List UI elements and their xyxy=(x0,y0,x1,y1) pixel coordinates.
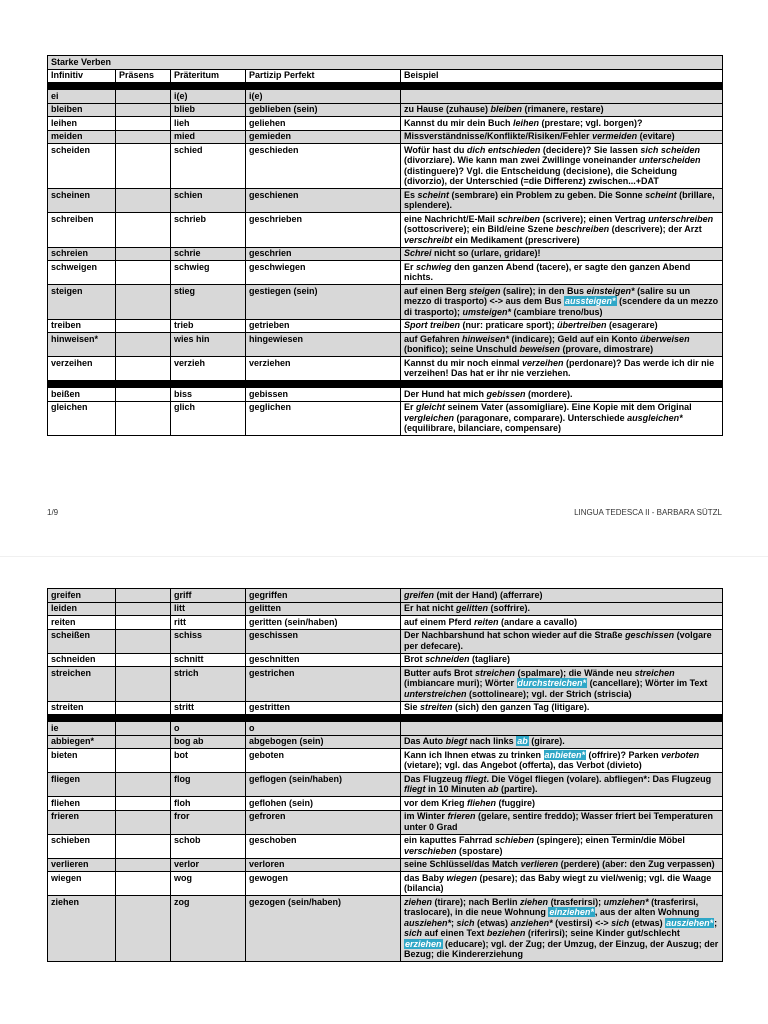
cell-infinitiv: streichen xyxy=(48,667,116,702)
emphasized-term: beziehen xyxy=(486,928,526,938)
emphasized-term: verzeihen xyxy=(522,357,564,368)
cell-praesens xyxy=(116,602,171,616)
cell-praeteritum: floh xyxy=(171,797,246,811)
emphasized-term: unterscheiden xyxy=(638,155,701,165)
cell-praesens xyxy=(116,629,171,653)
cell-infinitiv: gleichen xyxy=(48,401,116,436)
cell-partizip-perfekt: gemieden xyxy=(246,130,401,144)
emphasized-term: unterschreiben xyxy=(648,213,714,224)
cell-praeteritum: bog ab xyxy=(171,735,246,749)
emphasized-term: fliegt xyxy=(404,784,426,794)
ablaut-pattern-row xyxy=(48,90,723,104)
emphasized-term: einsteigen* xyxy=(586,285,635,296)
highlighted-term: anbieten* xyxy=(544,749,586,760)
cell-infinitiv: abbiegen* xyxy=(48,735,116,749)
emphasized-term: anziehen* xyxy=(510,917,553,928)
emphasized-term: umsteigen* xyxy=(462,306,512,317)
cell-partizip-perfekt: geschienen xyxy=(246,189,401,213)
cell-praesens xyxy=(116,589,171,603)
highlighted-term: aussteigen* xyxy=(565,296,616,306)
separator-cell xyxy=(48,715,723,722)
cell-beispiel: Butter aufs Brot streichen (spalmare); die Wände neu streichen (imbiancare muri); Wörter durchstreichen* (cancellare); Wörter im Text unterstreichen (sottolineare); vgl. der Strich (striscia) xyxy=(401,667,723,702)
cell-infinitiv: streiten xyxy=(48,701,116,715)
cell-praeteritum: verzieh xyxy=(171,357,246,381)
emphasized-term: streiten xyxy=(420,702,453,712)
emphasized-term: gebissen xyxy=(486,388,526,399)
cell-partizip-perfekt: geflogen (sein/haben) xyxy=(246,773,401,797)
cell-praeteritum: schrieb xyxy=(171,213,246,248)
cell-praeteritum: schwieg xyxy=(171,261,246,285)
strong-verbs-table-page-2 xyxy=(47,588,723,962)
cell-praesens xyxy=(116,90,171,104)
verb-row xyxy=(48,130,723,144)
strong-verbs-table-page-1 xyxy=(47,55,723,436)
verb-row xyxy=(48,749,723,773)
cell-infinitiv: beißen xyxy=(48,388,116,402)
cell-partizip-perfekt: geboten xyxy=(246,749,401,773)
cell-praesens xyxy=(116,797,171,811)
emphasized-term: fliehen xyxy=(467,797,497,808)
cell-praeteritum: schrie xyxy=(171,247,246,261)
verb-row xyxy=(48,858,723,872)
emphasized-term: dich entschieden xyxy=(466,144,541,155)
cell-beispiel: Schrei nicht so (urlare, gridare)! xyxy=(401,247,723,261)
cell-praesens xyxy=(116,285,171,320)
cell-praeteritum: schien xyxy=(171,189,246,213)
cell-infinitiv: fliehen xyxy=(48,797,116,811)
emphasized-term: schreiben xyxy=(497,213,541,224)
cell-praeteritum: lieh xyxy=(171,117,246,131)
cell-praeteritum: schiss xyxy=(171,629,246,653)
cell-praesens xyxy=(116,773,171,797)
cell-praesens xyxy=(116,189,171,213)
emphasized-term: ausziehen* xyxy=(404,917,452,928)
cell-infinitiv: bieten xyxy=(48,749,116,773)
cell-praeteritum: strich xyxy=(171,667,246,702)
cell-praeteritum: wog xyxy=(171,872,246,896)
cell-partizip-perfekt: gebissen xyxy=(246,388,401,402)
cell-partizip-perfekt: geschissen xyxy=(246,629,401,653)
cell-infinitiv: bleiben xyxy=(48,103,116,117)
cell-praeteritum: ritt xyxy=(171,616,246,630)
cell-infinitiv: wiegen xyxy=(48,872,116,896)
highlighted-term: einziehen* xyxy=(549,907,594,917)
cell-infinitiv: verlieren xyxy=(48,858,116,872)
cell-praesens xyxy=(116,130,171,144)
separator-cell xyxy=(48,381,723,388)
cell-beispiel: ein kaputtes Fahrrad schieben (spingere); einen Termin/die Möbel verschieben (spostare) xyxy=(401,834,723,858)
emphasized-term: überweisen xyxy=(640,333,690,344)
verb-row xyxy=(48,333,723,357)
cell-infinitiv: frieren xyxy=(48,810,116,834)
verb-row xyxy=(48,872,723,896)
cell-infinitiv: hinweisen* xyxy=(48,333,116,357)
cell-infinitiv: schieben xyxy=(48,834,116,858)
emphasized-term: bleiben xyxy=(490,104,523,114)
cell-praesens xyxy=(116,872,171,896)
verb-row xyxy=(48,701,723,715)
verb-row xyxy=(48,589,723,603)
cell-praesens xyxy=(116,616,171,630)
verb-row xyxy=(48,213,723,248)
verb-row xyxy=(48,144,723,189)
highlighted-term: ab xyxy=(517,736,528,746)
verb-row xyxy=(48,401,723,436)
cell-partizip-perfekt: geschnitten xyxy=(246,653,401,667)
emphasized-term: gelitten xyxy=(456,603,489,613)
cell-partizip-perfekt: gewogen xyxy=(246,872,401,896)
cell-praesens xyxy=(116,213,171,248)
emphasized-term: sich xyxy=(404,928,423,938)
verb-row xyxy=(48,285,723,320)
cell-praeteritum: trieb xyxy=(171,319,246,333)
cell-praesens xyxy=(116,357,171,381)
cell-beispiel: Das Flugzeug fliegt. Die Vögel fliegen (volare). abfliegen*: Das Flugzeug fliegt in 10 Minuten ab (partire). xyxy=(401,773,723,797)
verb-row xyxy=(48,388,723,402)
emphasized-term: streichen xyxy=(634,667,675,678)
table-title-row xyxy=(48,56,723,70)
course-title: LINGUA TEDESCA II - BARBARA SÜTZL xyxy=(574,508,722,517)
emphasized-term: hinweisen* xyxy=(462,333,510,344)
cell-beispiel: ziehen (tirare); nach Berlin ziehen (trasferirsi); umziehen* (trasferirsi, traslocare), in die neue Wohnung einziehen*, aus der alten Wohnung ausziehen*; sich (etwas) anziehen* (vestirsi) <-> sich (etwas) ausziehen*; sich auf einen Text beziehen (riferirsi); seine Kinder gut/schlecht erziehen (educare); vgl. der Zug; der Umzug, der Einzug, der Auszug; der Bezug; die Kindererziehung xyxy=(401,896,723,962)
verb-row xyxy=(48,616,723,630)
verb-row xyxy=(48,319,723,333)
emphasized-term: ab xyxy=(488,784,499,794)
emphasized-term: steigen xyxy=(469,285,501,296)
cell-beispiel: Der Hund hat mich gebissen (mordere). xyxy=(401,388,723,402)
column-header-praesens: Präsens xyxy=(116,69,171,83)
cell-praeteritum: flog xyxy=(171,773,246,797)
emphasized-term: verschieben xyxy=(404,845,457,856)
cell-praesens xyxy=(116,667,171,702)
verb-row xyxy=(48,261,723,285)
cell-partizip-perfekt: gestiegen (sein) xyxy=(246,285,401,320)
cell-beispiel: Kannst du mir noch einmal verzeihen (perdonare)? Das werde ich dir nie verzeihen! Das hat er ihr nie verziehen. xyxy=(401,357,723,381)
emphasized-term: ziehen xyxy=(404,896,433,907)
cell-infinitiv: scheiden xyxy=(48,144,116,189)
emphasized-term: biegt xyxy=(445,736,468,746)
verb-rows-page-2 xyxy=(48,589,723,962)
emphasized-term: frieren xyxy=(447,811,476,821)
cell-praesens xyxy=(116,388,171,402)
cell-partizip-perfekt: abgebogen (sein) xyxy=(246,735,401,749)
cell-beispiel: Wofür hast du dich entschieden (decidere)? Sie lassen sich scheiden (divorziare). Wie kann man zwei Zwillinge voneinander unterscheiden (distinguere)? Vgl. die Entscheidung (decisione), die Scheidung (divorzio), der Unterschied (=die Differenz) zwischen...+DAT xyxy=(401,144,723,189)
cell-infinitiv: schweigen xyxy=(48,261,116,285)
cell-praeteritum: verlor xyxy=(171,858,246,872)
cell-infinitiv: schreiben xyxy=(48,213,116,248)
emphasized-term: sich xyxy=(611,917,630,928)
cell-praesens xyxy=(116,722,171,736)
highlighted-term: ausziehen* xyxy=(666,917,714,928)
emphasized-term: ausgleichen* xyxy=(627,412,683,423)
cell-partizip-perfekt: geflohen (sein) xyxy=(246,797,401,811)
cell-praeteritum: schob xyxy=(171,834,246,858)
emphasized-term: gleicht xyxy=(416,402,446,412)
cell-beispiel: Sie streiten (sich) den ganzen Tag (litigare). xyxy=(401,701,723,715)
emphasized-term: schneiden xyxy=(425,654,470,664)
emphasized-term: beweisen xyxy=(519,344,561,354)
separator-row xyxy=(48,715,723,722)
emphasized-term: vergleichen xyxy=(404,412,455,423)
cell-praesens xyxy=(116,333,171,357)
emphasized-term: abfliegen* xyxy=(604,773,648,784)
column-header-infinitiv: Infinitiv xyxy=(48,69,116,83)
cell-partizip-perfekt: geschrien xyxy=(246,247,401,261)
cell-beispiel: Er gleicht seinem Vater (assomigliare). Eine Kopie mit dem Original vergleichen (paragonare, comparare). Unterschiede ausgleichen* (equilibrare, bilanciare, compensare) xyxy=(401,401,723,436)
cell-partizip-perfekt: gezogen (sein/haben) xyxy=(246,896,401,962)
cell-beispiel: seine Schlüssel/das Match verlieren (perdere) (aber: den Zug verpassen) xyxy=(401,858,723,872)
separator-cell xyxy=(48,83,723,90)
cell-praeteritum: blieb xyxy=(171,103,246,117)
emphasized-term: greifen xyxy=(404,589,435,600)
cell-praesens xyxy=(116,401,171,436)
verb-row xyxy=(48,834,723,858)
cell-infinitiv: treiben xyxy=(48,319,116,333)
verb-row xyxy=(48,247,723,261)
emphasized-term: beschreiben xyxy=(556,224,610,234)
cell-praeteritum: bot xyxy=(171,749,246,773)
cell-infinitiv: reiten xyxy=(48,616,116,630)
verb-row xyxy=(48,735,723,749)
verb-row xyxy=(48,117,723,131)
separator-row xyxy=(48,83,723,90)
page-footer xyxy=(47,508,722,517)
cell-beispiel: greifen (mit der Hand) (afferrare) xyxy=(401,589,723,603)
cell-praeteritum: biss xyxy=(171,388,246,402)
verb-row xyxy=(48,653,723,667)
cell-praeteritum: schnitt xyxy=(171,653,246,667)
emphasized-term: vermeiden xyxy=(592,131,638,141)
cell-beispiel xyxy=(401,90,723,104)
emphasized-term: umziehen* xyxy=(603,896,649,907)
cell-partizip-perfekt: o xyxy=(246,722,401,736)
emphasized-term: unterstreichen xyxy=(404,688,467,699)
cell-infinitiv: fliegen xyxy=(48,773,116,797)
cell-praesens xyxy=(116,749,171,773)
emphasized-term: reiten xyxy=(474,616,499,627)
cell-praesens xyxy=(116,103,171,117)
emphasized-term: Sport treiben xyxy=(404,320,461,330)
cell-infinitiv: ziehen xyxy=(48,896,116,962)
cell-partizip-perfekt: geglichen xyxy=(246,401,401,436)
emphasized-term: wiegen xyxy=(446,872,478,883)
cell-praesens xyxy=(116,858,171,872)
cell-beispiel: Sport treiben (nur: praticare sport); übertreiben (esagerare) xyxy=(401,319,723,333)
emphasized-term: Schrei xyxy=(404,248,432,258)
emphasized-term: streichen xyxy=(475,667,516,678)
cell-infinitiv: leihen xyxy=(48,117,116,131)
cell-praeteritum: stieg xyxy=(171,285,246,320)
verb-row xyxy=(48,773,723,797)
cell-infinitiv: schneiden xyxy=(48,653,116,667)
cell-beispiel: auf einem Pferd reiten (andare a cavallo) xyxy=(401,616,723,630)
cell-infinitiv: meiden xyxy=(48,130,116,144)
cell-partizip-perfekt: geritten (sein/haben) xyxy=(246,616,401,630)
cell-praesens xyxy=(116,117,171,131)
cell-praeteritum: mied xyxy=(171,130,246,144)
cell-beispiel: Der Nachbarshund hat schon wieder auf die Straße geschissen (volgare per defecare). xyxy=(401,629,723,653)
cell-infinitiv: schreien xyxy=(48,247,116,261)
cell-partizip-perfekt: geschoben xyxy=(246,834,401,858)
cell-praeteritum: stritt xyxy=(171,701,246,715)
cell-infinitiv: greifen xyxy=(48,589,116,603)
cell-praesens xyxy=(116,896,171,962)
cell-infinitiv: leiden xyxy=(48,602,116,616)
emphasized-term: leihen xyxy=(513,117,540,128)
cell-infinitiv: scheinen xyxy=(48,189,116,213)
emphasized-term: scheint xyxy=(417,189,450,200)
cell-praesens xyxy=(116,834,171,858)
cell-partizip-perfekt: geschieden xyxy=(246,144,401,189)
column-header-partizip-perfekt: Partizip Perfekt xyxy=(246,69,401,83)
highlighted-term: durchstreichen* xyxy=(517,678,587,688)
cell-beispiel: Brot schneiden (tagliare) xyxy=(401,653,723,667)
cell-beispiel: Er hat nicht gelitten (soffrire). xyxy=(401,602,723,616)
column-header-row xyxy=(48,69,723,83)
cell-infinitiv: ie xyxy=(48,722,116,736)
cell-praeteritum: glich xyxy=(171,401,246,436)
cell-infinitiv: scheißen xyxy=(48,629,116,653)
emphasized-term: schieben xyxy=(495,835,535,845)
cell-praeteritum: o xyxy=(171,722,246,736)
cell-praeteritum: griff xyxy=(171,589,246,603)
emphasized-term: schwieg xyxy=(416,261,452,272)
cell-beispiel: im Winter frieren (gelare, sentire freddo); Wasser friert bei Temperaturen unter 0 Grad xyxy=(401,810,723,834)
verb-row xyxy=(48,667,723,702)
emphasized-term: verschreibt xyxy=(404,234,453,245)
cell-partizip-perfekt: geschrieben xyxy=(246,213,401,248)
cell-praesens xyxy=(116,701,171,715)
separator-row xyxy=(48,381,723,388)
emphasized-term: fliegt xyxy=(465,773,487,784)
cell-praeteritum: fror xyxy=(171,810,246,834)
cell-partizip-perfekt: gefroren xyxy=(246,810,401,834)
cell-beispiel: das Baby wiegen (pesare); das Baby wiegt zu viel/wenig; vgl. die Waage (bilancia) xyxy=(401,872,723,896)
cell-praeteritum: schied xyxy=(171,144,246,189)
cell-praesens xyxy=(116,810,171,834)
emphasized-term: scheint xyxy=(645,189,677,200)
emphasized-term: übertreiben xyxy=(557,320,607,330)
page-break-divider xyxy=(0,556,768,557)
page-number: 1/9 xyxy=(47,508,59,517)
ablaut-pattern-row xyxy=(48,722,723,736)
cell-beispiel: Missverständnisse/Konflikte/Risiken/Fehler vermeiden (evitare) xyxy=(401,130,723,144)
cell-praeteritum: zog xyxy=(171,896,246,962)
cell-praeteritum: wies hin xyxy=(171,333,246,357)
cell-beispiel: Das Auto biegt nach links ab (girare). xyxy=(401,735,723,749)
verb-row xyxy=(48,896,723,962)
cell-partizip-perfekt: hingewiesen xyxy=(246,333,401,357)
verb-row xyxy=(48,189,723,213)
emphasized-term: sich xyxy=(456,917,475,928)
verb-row xyxy=(48,357,723,381)
verb-row xyxy=(48,797,723,811)
cell-beispiel: Er schwieg den ganzen Abend (tacere), er sagte den ganzen Abend nichts. xyxy=(401,261,723,285)
cell-praeteritum: i(e) xyxy=(171,90,246,104)
cell-beispiel: eine Nachricht/E-Mail schreiben (scrivere); einen Vertrag unterschreiben (sottoscrivere); ein Bild/eine Szene beschreiben (descrivere); der Arzt verschreibt ein Medikament (prescrivere) xyxy=(401,213,723,248)
emphasized-term: sich scheiden xyxy=(640,144,700,155)
cell-partizip-perfekt: geblieben (sein) xyxy=(246,103,401,117)
cell-partizip-perfekt: verziehen xyxy=(246,357,401,381)
cell-partizip-perfekt: gestritten xyxy=(246,701,401,715)
cell-praesens xyxy=(116,144,171,189)
cell-beispiel: auf einen Berg steigen (salire); in den Bus einsteigen* (salire su un mezzo di trasporto) <-> aus dem Bus aussteigen* (scendere da un mezzo di trasporto); umsteigen* (cambiare treno/bus) xyxy=(401,285,723,320)
cell-partizip-perfekt: verloren xyxy=(246,858,401,872)
cell-infinitiv: ei xyxy=(48,90,116,104)
cell-infinitiv: verzeihen xyxy=(48,357,116,381)
cell-beispiel: Kann ich Ihnen etwas zu trinken anbieten* (offrire)? Parken verboten (vietare); vgl. das Angebot (offerta), das Verbot (divieto) xyxy=(401,749,723,773)
emphasized-term: geschissen xyxy=(625,630,675,640)
verb-row xyxy=(48,602,723,616)
cell-beispiel: vor dem Krieg fliehen (fuggire) xyxy=(401,797,723,811)
cell-praesens xyxy=(116,261,171,285)
cell-partizip-perfekt: geliehen xyxy=(246,117,401,131)
verb-row xyxy=(48,103,723,117)
emphasized-term: verlieren xyxy=(520,859,559,869)
verb-rows-page-1 xyxy=(48,83,723,436)
column-header-beispiel: Beispiel xyxy=(401,69,723,83)
highlighted-term: erziehen xyxy=(405,938,442,949)
cell-beispiel: auf Gefahren hinweisen* (indicare); Geld auf ein Konto überweisen (bonifico); seine Unschuld beweisen (provare, dimostrare) xyxy=(401,333,723,357)
cell-partizip-perfekt: gelitten xyxy=(246,602,401,616)
cell-partizip-perfekt: getrieben xyxy=(246,319,401,333)
cell-praesens xyxy=(116,735,171,749)
cell-beispiel: Kannst du mir dein Buch leihen (prestare; vgl. borgen)? xyxy=(401,117,723,131)
table-title: Starke Verben xyxy=(48,56,723,70)
cell-beispiel: Es scheint (sembrare) ein Problem zu geben. Die Sonne scheint (brillare, splendere). xyxy=(401,189,723,213)
column-header-praeteritum: Präteritum xyxy=(171,69,246,83)
cell-praeteritum: litt xyxy=(171,602,246,616)
emphasized-term: verboten xyxy=(661,749,700,760)
cell-partizip-perfekt: gegriffen xyxy=(246,589,401,603)
verb-row xyxy=(48,810,723,834)
cell-infinitiv: steigen xyxy=(48,285,116,320)
cell-partizip-perfekt: geschwiegen xyxy=(246,261,401,285)
verb-row xyxy=(48,629,723,653)
cell-praesens xyxy=(116,653,171,667)
cell-praesens xyxy=(116,319,171,333)
emphasized-term: ziehen xyxy=(520,896,549,907)
cell-praesens xyxy=(116,247,171,261)
cell-partizip-perfekt: gestrichen xyxy=(246,667,401,702)
cell-beispiel xyxy=(401,722,723,736)
cell-beispiel: zu Hause (zuhause) bleiben (rimanere, restare) xyxy=(401,103,723,117)
cell-partizip-perfekt: i(e) xyxy=(246,90,401,104)
